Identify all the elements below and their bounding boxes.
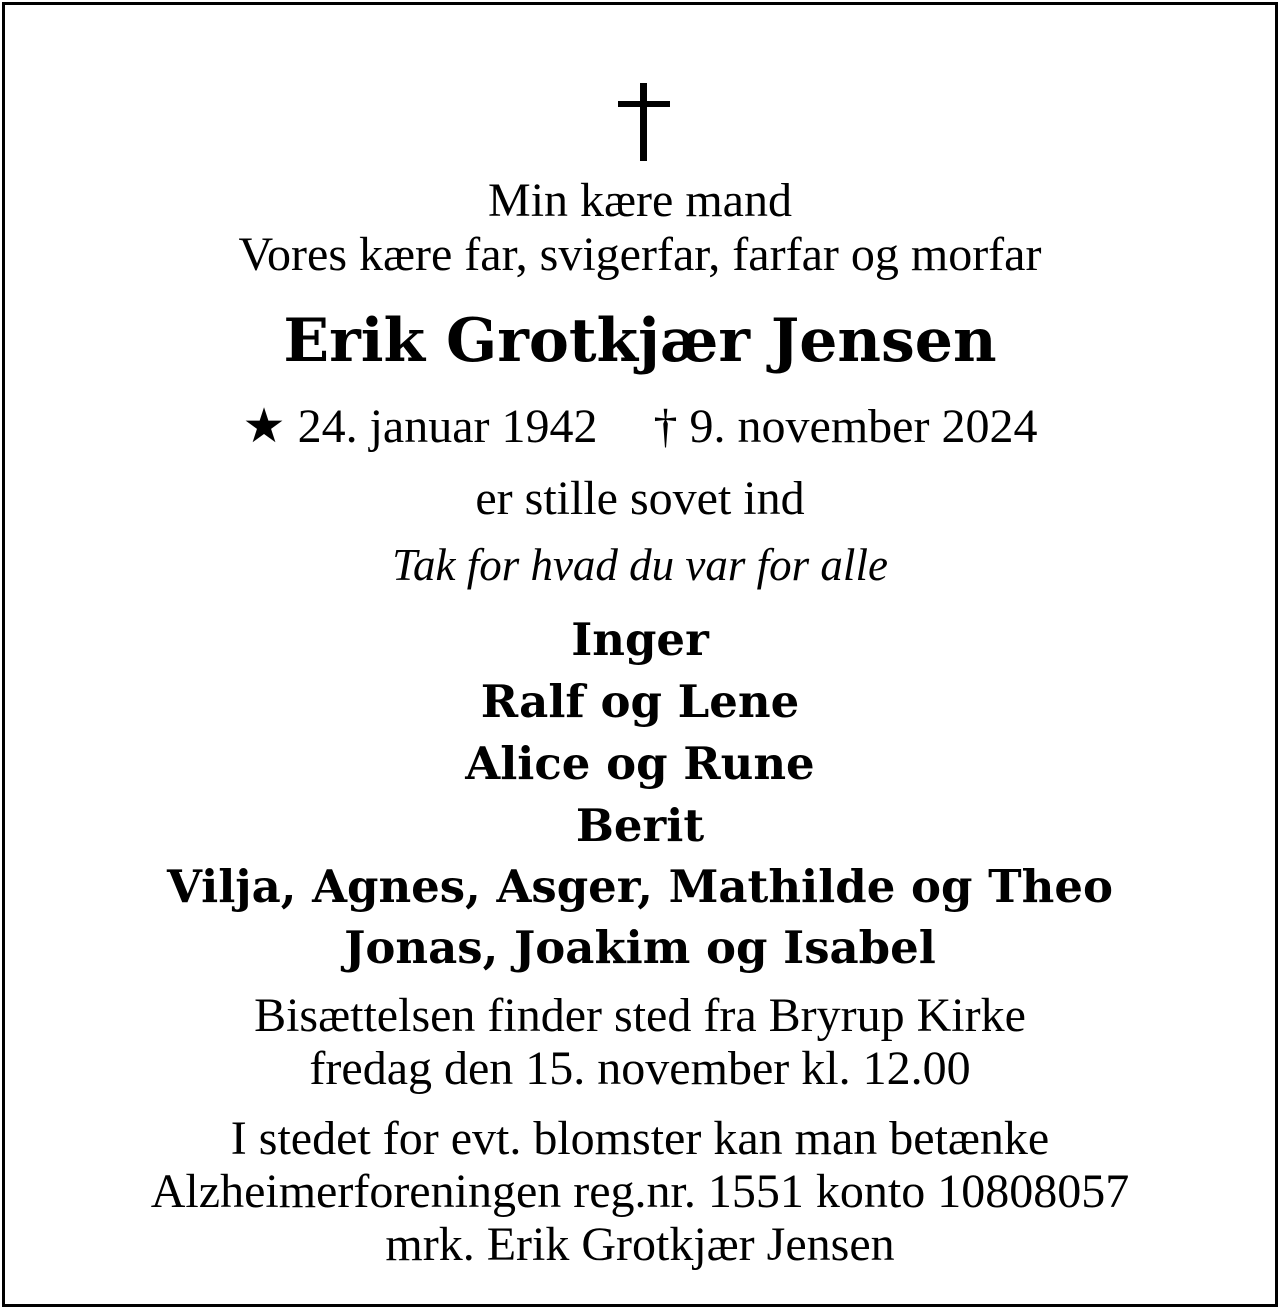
- donation-line-2: Alzheimerforeningen reg.nr. 1551 konto 10808057: [150, 1165, 1130, 1218]
- life-dates: [5, 400, 1275, 453]
- passing-text: er stille sovet ind: [475, 472, 805, 525]
- death-date: 9. november 2024: [689, 400, 1038, 453]
- family-member: Vilja, Agnes, Asger, Mathilde og Theo: [166, 860, 1113, 913]
- cross-icon: [618, 83, 670, 161]
- donation-line-3: mrk. Erik Grotkjær Jensen: [385, 1218, 895, 1271]
- funeral-line-2: fredag den 15. november kl. 12.00: [309, 1042, 971, 1095]
- birth-date: 24. januar 1942: [297, 400, 598, 453]
- funeral-line-1: Bisættelsen finder sted fra Bryrup Kirke: [254, 989, 1026, 1042]
- tribute-text: Tak for hvad du var for alle: [392, 540, 888, 590]
- family-member: Berit: [575, 799, 705, 852]
- family-member: Jonas, Joakim og Isabel: [344, 921, 936, 974]
- family-member: Alice og Rune: [465, 737, 815, 790]
- star-icon: ★: [242, 400, 286, 453]
- obituary-notice: [2, 2, 1278, 1307]
- family-member: Inger: [571, 613, 709, 666]
- dagger-icon: †: [653, 400, 678, 453]
- intro-line-2: Vores kære far, svigerfar, farfar og morfar: [238, 228, 1042, 281]
- family-member: Ralf og Lene: [480, 675, 800, 728]
- deceased-name: Erik Grotkjær Jensen: [283, 306, 997, 376]
- donation-line-1: I stedet for evt. blomster kan man betænke: [230, 1112, 1050, 1165]
- intro-line-1: Min kære mand: [488, 174, 792, 227]
